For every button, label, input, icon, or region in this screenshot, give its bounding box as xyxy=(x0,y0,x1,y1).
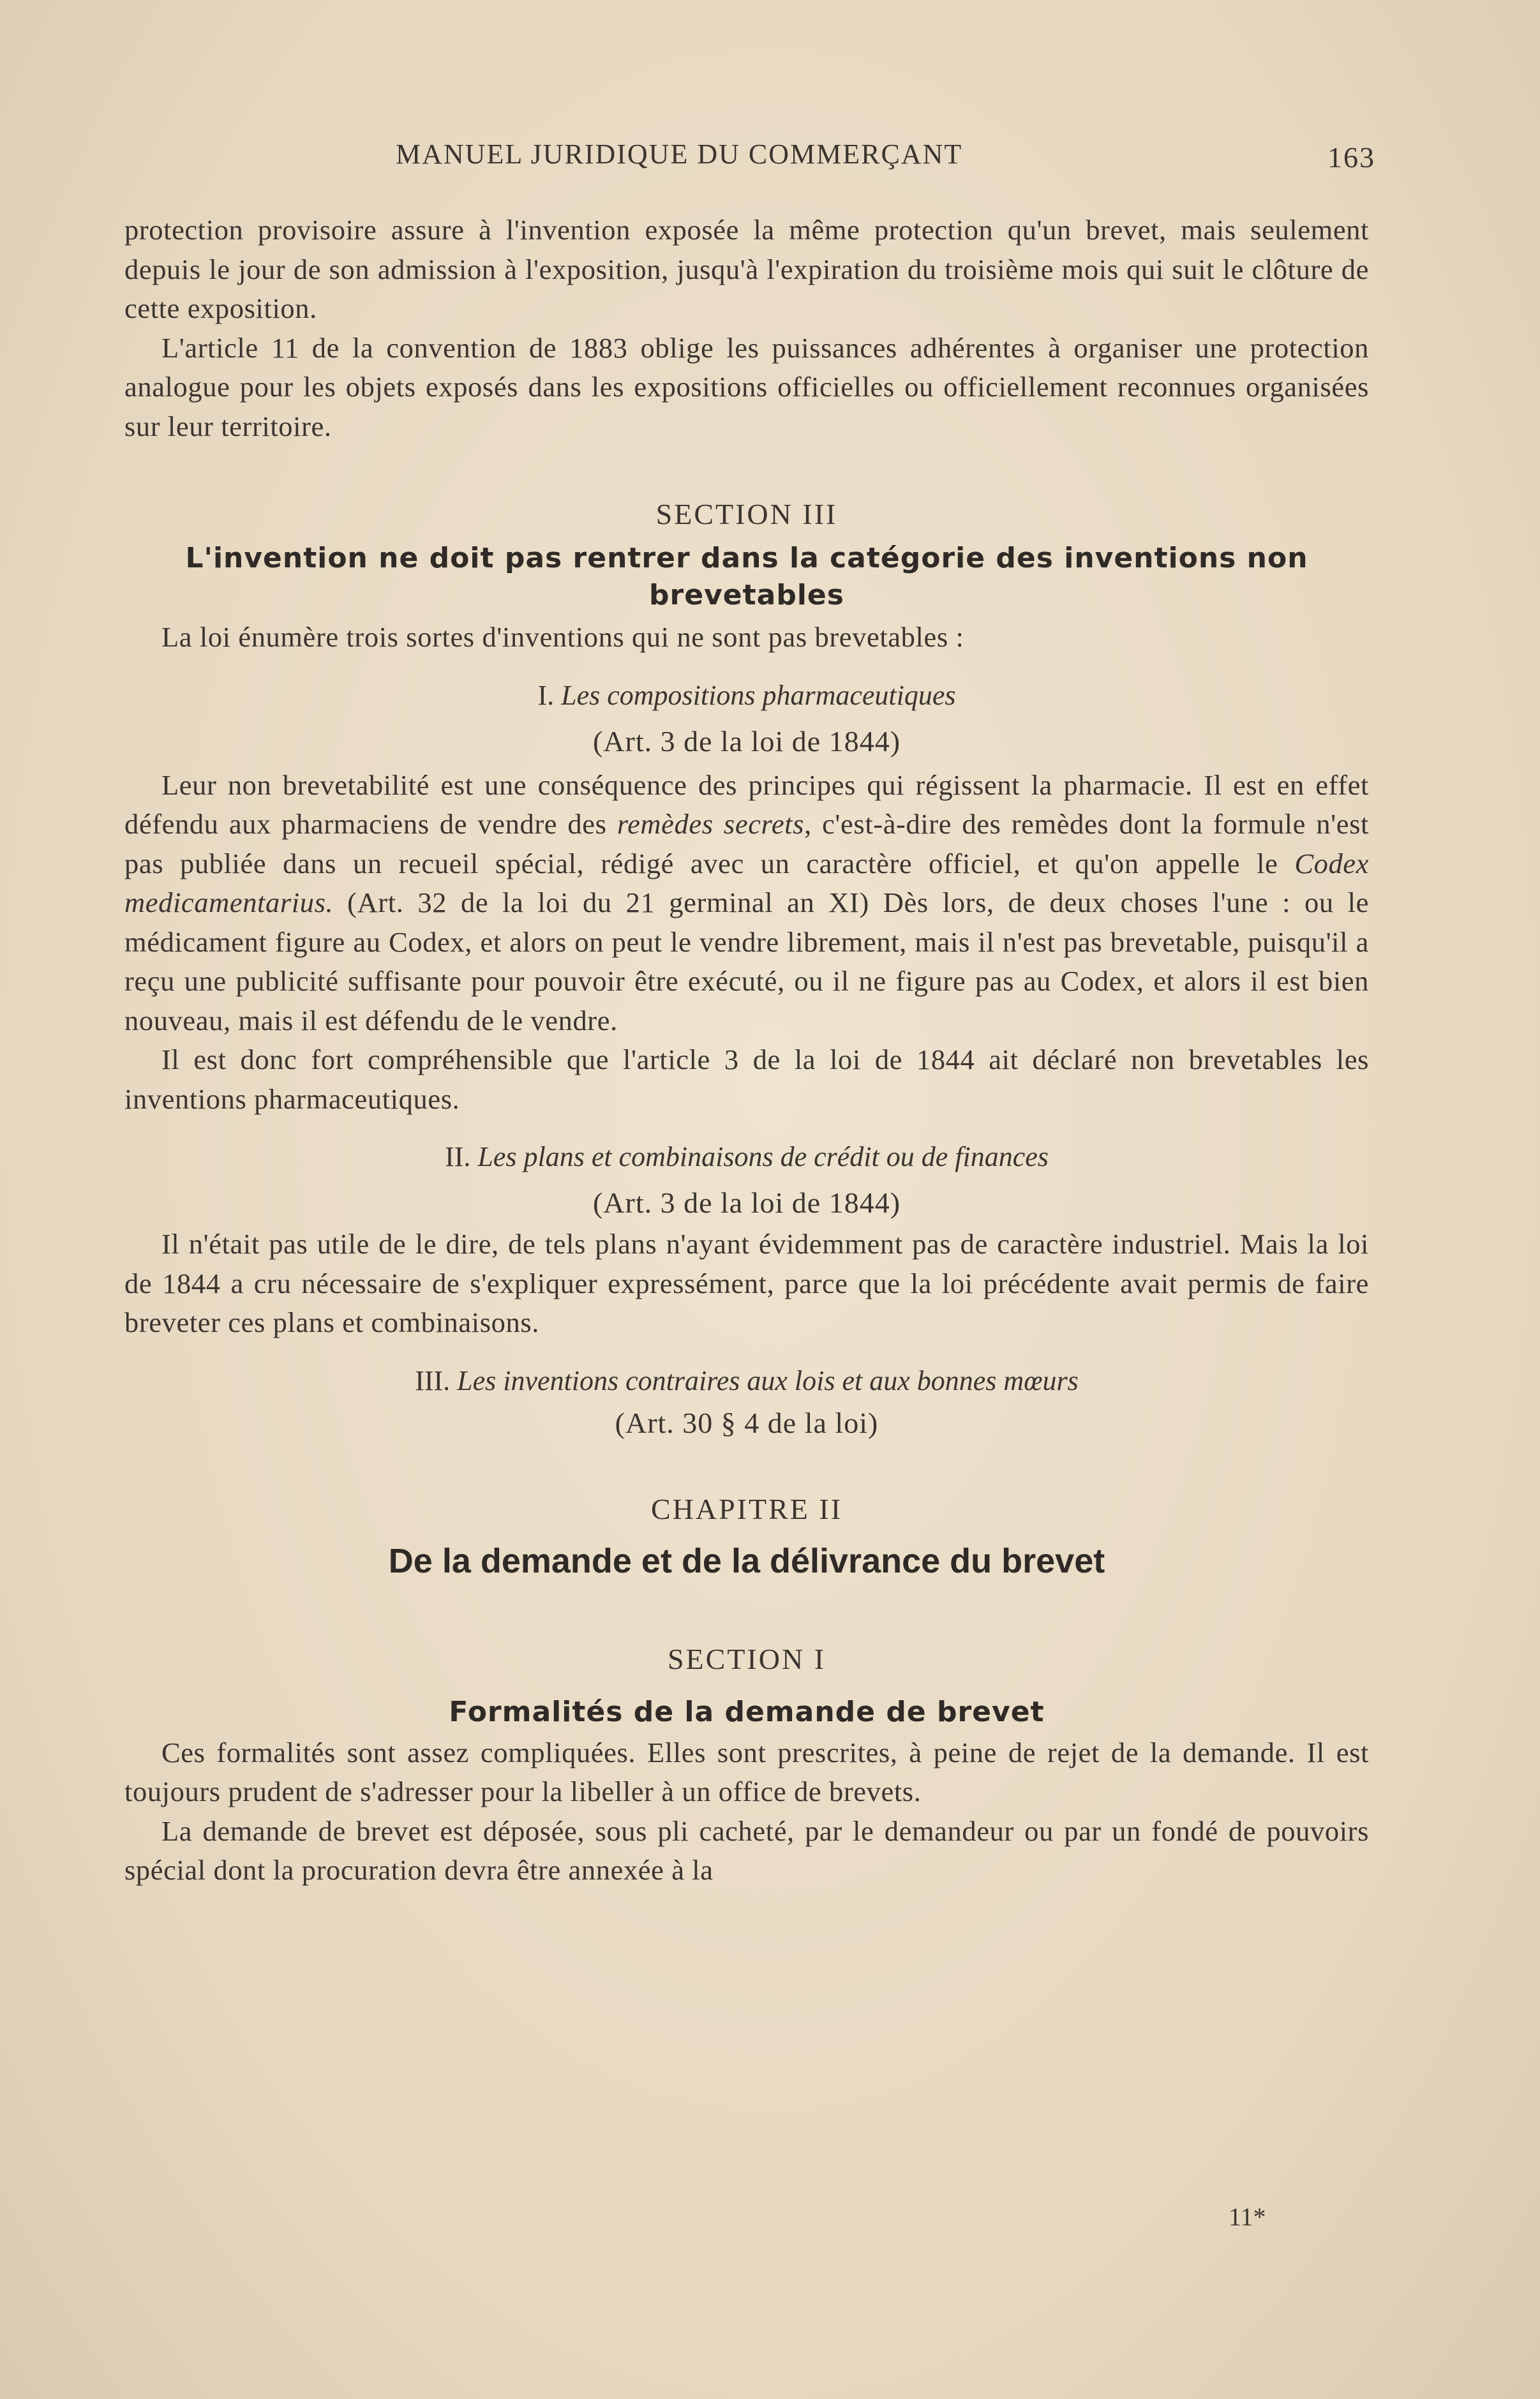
signature-mark: 11* xyxy=(1229,2202,1266,2231)
section-1-number: SECTION I xyxy=(667,1642,826,1675)
text-run-italic: Codex medicamentarius. xyxy=(124,847,1369,918)
section-3-intro: La loi énumère trois sortes d'inventions qui ne sont pas brevetables : xyxy=(161,621,964,653)
section-1-title: Formalités de la demande de brevet xyxy=(449,1695,1045,1728)
subsection-3-heading xyxy=(124,1364,1369,1397)
subsection-3-number: III. xyxy=(415,1364,451,1396)
running-title: MANUEL JURIDIQUE DU COMMERÇANT xyxy=(396,138,963,170)
page-number: 163 xyxy=(1327,141,1375,174)
section-3-title: L'invention ne doit pas rentrer dans la catégorie des inventions non brevetables xyxy=(185,542,1308,611)
text-run: Leur non brevetabilité est une conséquence des principes qui régissent la pharmacie. Il est en effet défendu aux pharmaciens de vendre des xyxy=(124,768,1369,840)
section-3-number: SECTION III xyxy=(655,498,838,530)
subsection-2-heading xyxy=(124,1140,1369,1173)
intro-paragraph-2: L'article 11 de la convention de 1883 oblige les puissances adhérentes à organiser une protection analogue pour les objets exposés dans les expositions officielles ou officiellement reconnues organisées sur leur territoire. xyxy=(124,331,1369,442)
subsection-1-title: Les compositions pharmaceutiques xyxy=(561,679,956,711)
text-run-italic: remèdes secrets xyxy=(617,808,805,840)
subsection-1-paragraph-2: Il est donc fort compréhensible que l'article 3 de la loi de 1844 ait déclaré non brevetables les inventions pharmaceutiques. xyxy=(124,1043,1369,1115)
subsection-1-reference: (Art. 3 de la loi de 1844) xyxy=(592,724,901,758)
page xyxy=(124,134,1375,1890)
subsection-2-paragraph-1: Il n'était pas utile de le dire, de tels plans n'ayant évidemment pas de caractère industriel. Mais la loi de 1844 a cru nécessaire de s'expliquer expressément, parce que la loi précédente avait permis de faire breveter ces plans et combinaisons. xyxy=(124,1228,1369,1338)
subsection-1-heading xyxy=(124,679,1369,712)
section-1-paragraph-2: La demande de brevet est déposée, sous pli cacheté, par le demandeur ou par un fondé de pouvoirs spécial dont la procuration devra être annexée à la xyxy=(124,1814,1369,1886)
chapter-title: De la demande et de la délivrance du brevet xyxy=(388,1541,1105,1580)
section-1-paragraph-1: Ces formalités sont assez compliquées. Elles sont prescrites, à peine de rejet de la demande. Il est toujours prudent de s'adresser pour la libeller à un office de brevets. xyxy=(124,1736,1369,1807)
text-run: , c'est-à-dire des remèdes dont la formule n'est pas publiée dans un recueil spécial, rédigé avec un caractère officiel, et qu'on appelle le xyxy=(124,808,1369,879)
subsection-3-title: Les inventions contraires aux lois et aux bonnes mœurs xyxy=(457,1364,1079,1396)
subsection-1-number: I. xyxy=(537,679,555,711)
running-head xyxy=(124,134,1375,179)
subsection-1-paragraph-1 xyxy=(124,766,1369,1041)
subsection-2-number: II. xyxy=(445,1141,471,1172)
text-run: (Art. 32 de la loi du 21 germinal an XI) Dès lors, de deux choses l'une : ou le médicament figure au Codex, et alors on peut le vendre librement, mais il n'est pas brevetable, puisqu'il a reçu une publicité suffisante pour pouvoir être exécuté, ou il ne figure pas au Codex, et alors il est bien nouveau, mais il est défendu de le vendre. xyxy=(124,886,1369,1036)
subsection-3-reference: (Art. 30 § 4 de la loi) xyxy=(615,1406,879,1439)
subsection-2-reference: (Art. 3 de la loi de 1844) xyxy=(592,1186,901,1219)
subsection-2-title: Les plans et combinaisons de crédit ou de finances xyxy=(477,1141,1049,1172)
intro-paragraph-1: protection provisoire assure à l'invention exposée la même protection qu'un brevet, mais seulement depuis le jour de son admission à l'exposition, jusqu'à l'expiration du troisième mois qui suit le clôture de cette exposition. xyxy=(124,214,1369,324)
chapter-number: CHAPITRE II xyxy=(650,1492,843,1525)
